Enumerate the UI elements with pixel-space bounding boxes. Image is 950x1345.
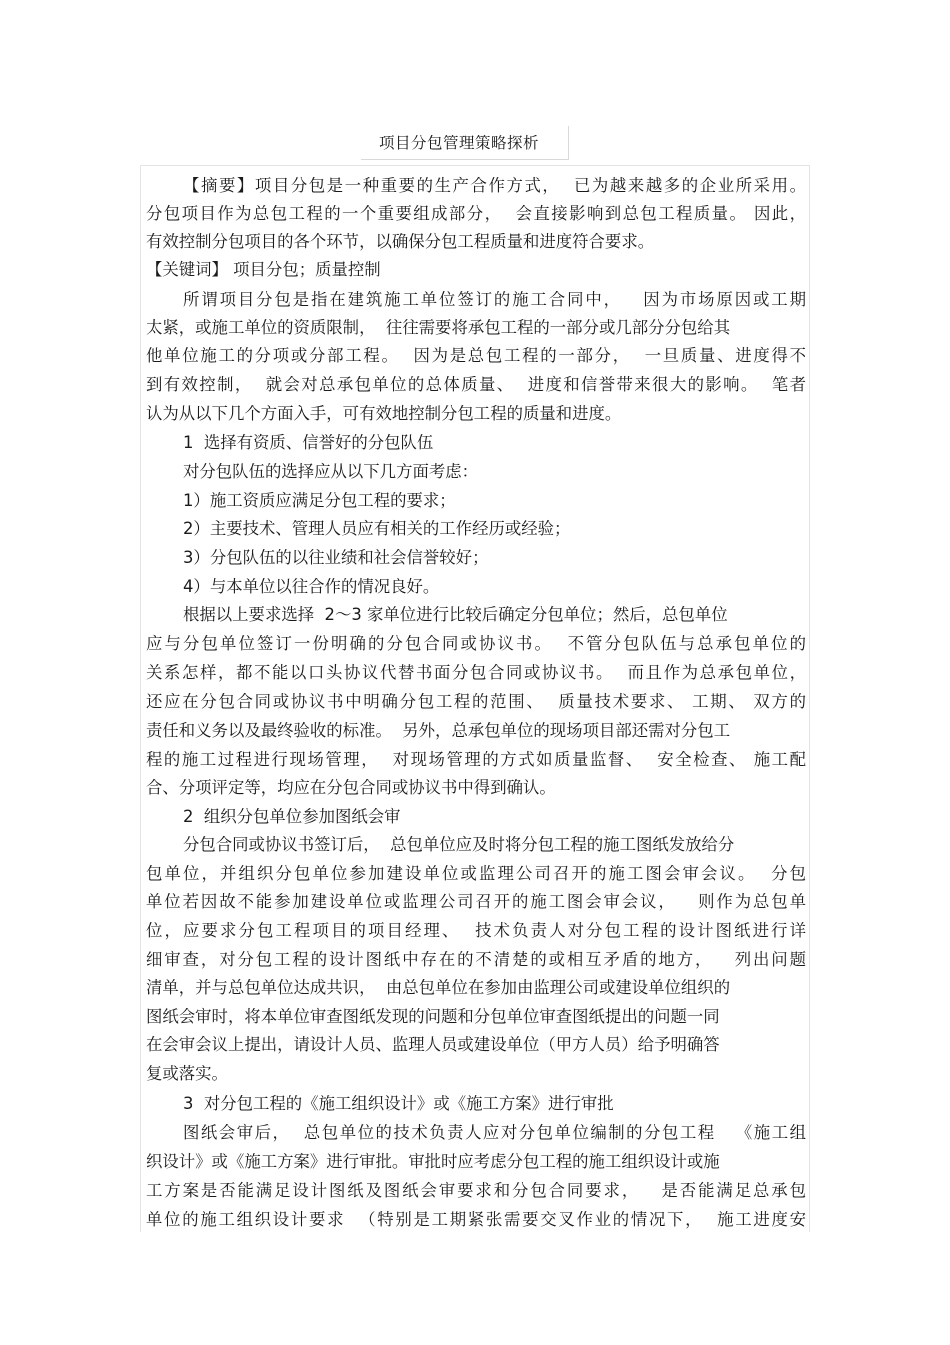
text-line: 分包合同或协议书签订后， 总包单位应及时将分包工程的施工图纸发放给分 — [183, 835, 735, 854]
text-line: 应与分包单位签订一份明确的分包合同或协议书。 不管分包队伍与总承包单位的 — [146, 634, 806, 653]
text-line: 3 对分包工程的《施工组织设计》或《施工方案》进行审批 — [183, 1094, 614, 1113]
text-line: 在会审会议上提出，请设计人员、监理人员或建设单位（甲方人员）给予明确答 — [146, 1035, 720, 1054]
text-line: 关系怎样，都不能以口头协议代替书面分包合同或协议书。 而且作为总承包单位， — [146, 663, 806, 682]
text-line: 所谓项目分包是指在建筑施工单位签订的施工合同中， 因为市场原因或工期 — [183, 290, 806, 309]
text-line: 织设计》或《施工方案》进行审批。审批时应考虑分包工程的施工组织设计或施 — [146, 1152, 720, 1171]
text-line: 2）主要技术、管理人员应有相关的工作经历或经验； — [183, 519, 571, 538]
text-line: 1 选择有资质、信誉好的分包队伍 — [183, 433, 434, 452]
text-line: 到有效控制， 就会对总承包单位的总体质量、 进度和信誉带来很大的影响。 笔者 — [146, 375, 806, 394]
text-line: 图纸会审后， 总包单位的技术负责人应对分包单位编制的分包工程 《施工组 — [183, 1123, 806, 1142]
text-line: 1）施工资质应满足分包工程的要求； — [183, 491, 456, 510]
text-line: 复或落实。 — [146, 1064, 228, 1083]
text-line: 【摘要】项目分包是一种重要的生产合作方式， 已为越来越多的企业所采用。 — [183, 176, 806, 195]
text-line: 对分包队伍的选择应从以下几方面考虑： — [183, 462, 479, 481]
text-line: 合、分项评定等，均应在分包合同或协议书中得到确认。 — [146, 778, 556, 797]
text-line: 位，应要求分包工程项目的项目经理、 技术负责人对分包工程的设计图纸进行详 — [146, 921, 806, 940]
text-line: 分包项目作为总包工程的一个重要组成部分， 会直接影响到总包工程质量。 因此， — [146, 204, 806, 223]
text-line: 2 组织分包单位参加图纸会审 — [183, 807, 401, 826]
text-line: 还应在分包合同或协议书中明确分包工程的范围、 质量技术要求、 工期、 双方的 — [146, 692, 806, 711]
text-line: 清单，并与总包单位达成共识， 由总包单位在参加由监理公司或建设单位组织的 — [146, 978, 731, 997]
text-line: 程的施工过程进行现场管理， 对现场管理的方式如质量监督、 安全检查、 施工配 — [146, 750, 806, 769]
text-line: 【关键词】 项目分包；质量控制 — [146, 260, 381, 279]
text-line: 太紧，或施工单位的资质限制， 往往需要将承包工程的一部分或几部分分包给其 — [146, 318, 731, 337]
text-line: 单位的施工组织设计要求 （特别是工期紧张需要交叉作业的情况下， 施工进度安 — [146, 1210, 806, 1229]
text-line: 单位若因故不能参加建设单位或监理公司召开的施工图会审会议， 则作为总包单 — [146, 892, 806, 911]
text-line: 认为从以下几个方面入手，可有效地控制分包工程的质量和进度。 — [146, 404, 622, 423]
text-line: 图纸会审时，将本单位审查图纸发现的问题和分包单位审查图纸提出的问题一同 — [146, 1007, 720, 1026]
text-line: 根据以上要求选择 2～3 家单位进行比较后确定分包单位；然后，总包单位 — [183, 605, 728, 624]
text-line: 有效控制分包项目的各个环节，以确保分包工程质量和进度符合要求。 — [146, 232, 655, 251]
text-line: 他单位施工的分项或分部工程。 因为是总包工程的一部分， 一旦质量、进度得不 — [146, 346, 806, 365]
document-title: 项目分包管理策略探析 — [379, 134, 540, 152]
text-line: 工方案是否能满足设计图纸及图纸会审要求和分包合同要求， 是否能满足总承包 — [146, 1181, 806, 1200]
text-line: 3）分包队伍的以往业绩和社会信誉较好； — [183, 548, 489, 567]
text-line: 责任和义务以及最终验收的标准。 另外，总承包单位的现场项目部还需对分包工 — [146, 721, 731, 740]
text-line: 4）与本单位以往合作的情况良好。 — [183, 577, 440, 596]
text-line: 细审查，对分包工程的设计图纸中存在的不清楚的或相互矛盾的地方， 列出问题 — [146, 950, 806, 969]
text-line: 包单位，并组织分包单位参加建设单位或监理公司召开的施工图会审会议。 分包 — [146, 864, 806, 883]
